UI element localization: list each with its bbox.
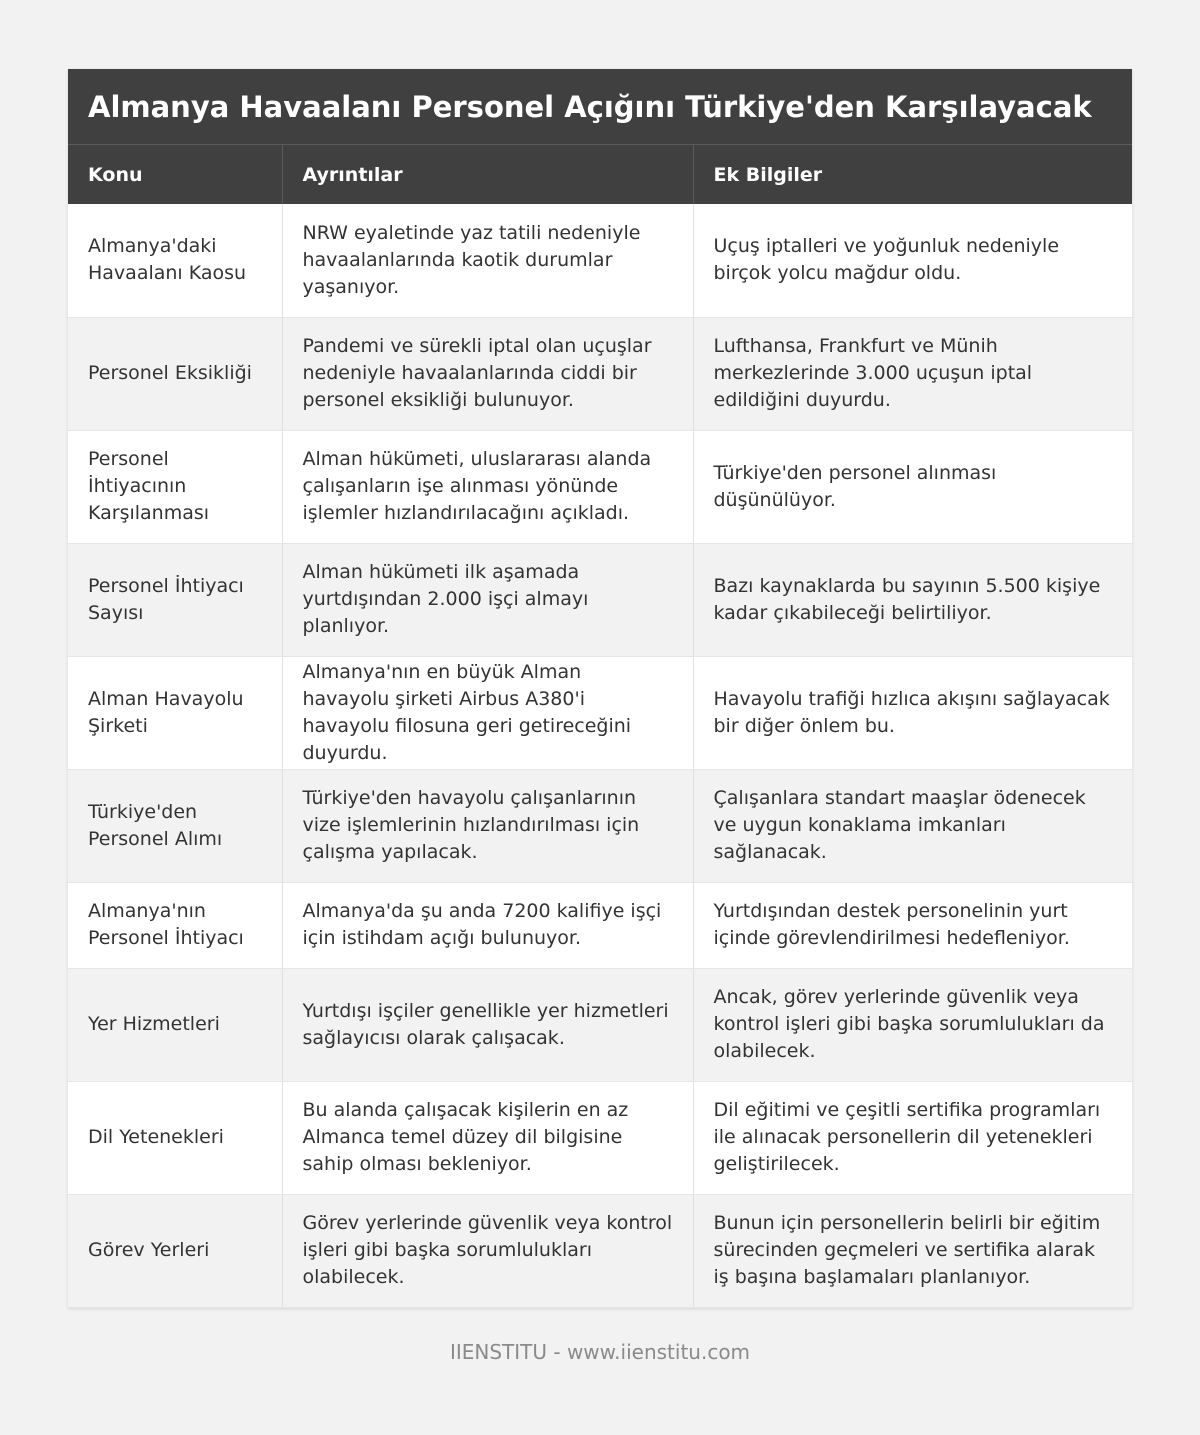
table-row xyxy=(68,1081,1132,1194)
table-row xyxy=(68,1194,1132,1307)
column-header-ayrintilar: Ayrıntılar xyxy=(282,145,693,204)
cell-ayrintilar: Yurtdışı işçiler genellikle yer hizmetleri sağlayıcısı olarak çalışacak. xyxy=(282,968,693,1081)
title-bar xyxy=(68,69,1132,145)
table-row xyxy=(68,317,1132,430)
cell-ek-bilgiler: Bunun için personellerin belirli bir eğitim sürecinden geçmeleri ve sertifika alarak iş başına başlamaları planlanıyor. xyxy=(693,1194,1132,1307)
cell-ayrintilar: Görev yerlerinde güvenlik veya kontrol işleri gibi başka sorumlulukları olabilecek. xyxy=(282,1194,693,1307)
cell-konu: Alman Havayolu Şirketi xyxy=(68,656,282,769)
table-row xyxy=(68,656,1132,769)
cell-ek-bilgiler: Havayolu trafiği hızlıca akışını sağlayacak bir diğer önlem bu. xyxy=(693,656,1132,769)
cell-ayrintilar: Bu alanda çalışacak kişilerin en az Almanca temel düzey dil bilgisine sahip olması bekleniyor. xyxy=(282,1081,693,1194)
cell-konu: Almanya'daki Havaalanı Kaosu xyxy=(68,204,282,317)
cell-ek-bilgiler: Çalışanlara standart maaşlar ödenecek ve uygun konaklama imkanları sağlanacak. xyxy=(693,769,1132,882)
cell-ayrintilar: Pandemi ve sürekli iptal olan uçuşlar nedeniyle havaalanlarında ciddi bir personel eksikliği bulunuyor. xyxy=(282,317,693,430)
cell-ayrintilar: Türkiye'den havayolu çalışanlarının vize işlemlerinin hızlandırılması için çalışma yapılacak. xyxy=(282,769,693,882)
cell-ayrintilar: Alman hükümeti ilk aşamada yurtdışından 2.000 işçi almayı planlıyor. xyxy=(282,543,693,656)
cell-ek-bilgiler: Bazı kaynaklarda bu sayının 5.500 kişiye kadar çıkabileceği belirtiliyor. xyxy=(693,543,1132,656)
cell-konu: Personel Eksikliği xyxy=(68,317,282,430)
table-row xyxy=(68,430,1132,543)
cell-konu: Dil Yetenekleri xyxy=(68,1081,282,1194)
cell-ek-bilgiler: Lufthansa, Frankfurt ve Münih merkezlerinde 3.000 uçuşun iptal edildiğini duyurdu. xyxy=(693,317,1132,430)
table-row xyxy=(68,968,1132,1081)
cell-konu: Personel İhtiyacı Sayısı xyxy=(68,543,282,656)
cell-ayrintilar: Almanya'da şu anda 7200 kalifiye işçi için istihdam açığı bulunuyor. xyxy=(282,882,693,968)
cell-konu: Görev Yerleri xyxy=(68,1194,282,1307)
cell-ayrintilar: Alman hükümeti, uluslararası alanda çalışanların işe alınması yönünde işlemler hızlandırılacağını açıkladı. xyxy=(282,430,693,543)
cell-ayrintilar: Almanya'nın en büyük Alman havayolu şirketi Airbus A380'i havayolu filosuna geri getireceğini duyurdu. xyxy=(282,656,693,769)
table-header-row xyxy=(68,145,1132,204)
column-header-ek-bilgiler: Ek Bilgiler xyxy=(693,145,1132,204)
cell-konu: Yer Hizmetleri xyxy=(68,968,282,1081)
table-row xyxy=(68,882,1132,968)
cell-ek-bilgiler: Dil eğitimi ve çeşitli sertifika programları ile alınacak personellerin dil yetenekleri geliştirilecek. xyxy=(693,1081,1132,1194)
cell-ek-bilgiler: Yurtdışından destek personelinin yurt içinde görevlendirilmesi hedefleniyor. xyxy=(693,882,1132,968)
cell-konu: Türkiye'den Personel Alımı xyxy=(68,769,282,882)
cell-konu: Almanya'nın Personel İhtiyacı xyxy=(68,882,282,968)
table-card xyxy=(68,69,1132,1308)
cell-ek-bilgiler: Türkiye'den personel alınması düşünülüyor. xyxy=(693,430,1132,543)
cell-ek-bilgiler: Uçuş iptalleri ve yoğunluk nedeniyle birçok yolcu mağdur oldu. xyxy=(693,204,1132,317)
column-header-konu: Konu xyxy=(68,145,282,204)
table-row xyxy=(68,769,1132,882)
page-title: Almanya Havaalanı Personel Açığını Türkiye'den Karşılayacak xyxy=(88,89,1092,124)
info-table xyxy=(68,145,1132,1308)
table-row xyxy=(68,543,1132,656)
cell-ayrintilar: NRW eyaletinde yaz tatili nedeniyle havaalanlarında kaotik durumlar yaşanıyor. xyxy=(282,204,693,317)
cell-konu: Personel İhtiyacının Karşılanması xyxy=(68,430,282,543)
footer-credit: IIENSTITU - www.iienstitu.com xyxy=(449,1340,751,1364)
table-row xyxy=(68,204,1132,317)
cell-ek-bilgiler: Ancak, görev yerlerinde güvenlik veya kontrol işleri gibi başka sorumlulukları da olabilecek. xyxy=(693,968,1132,1081)
